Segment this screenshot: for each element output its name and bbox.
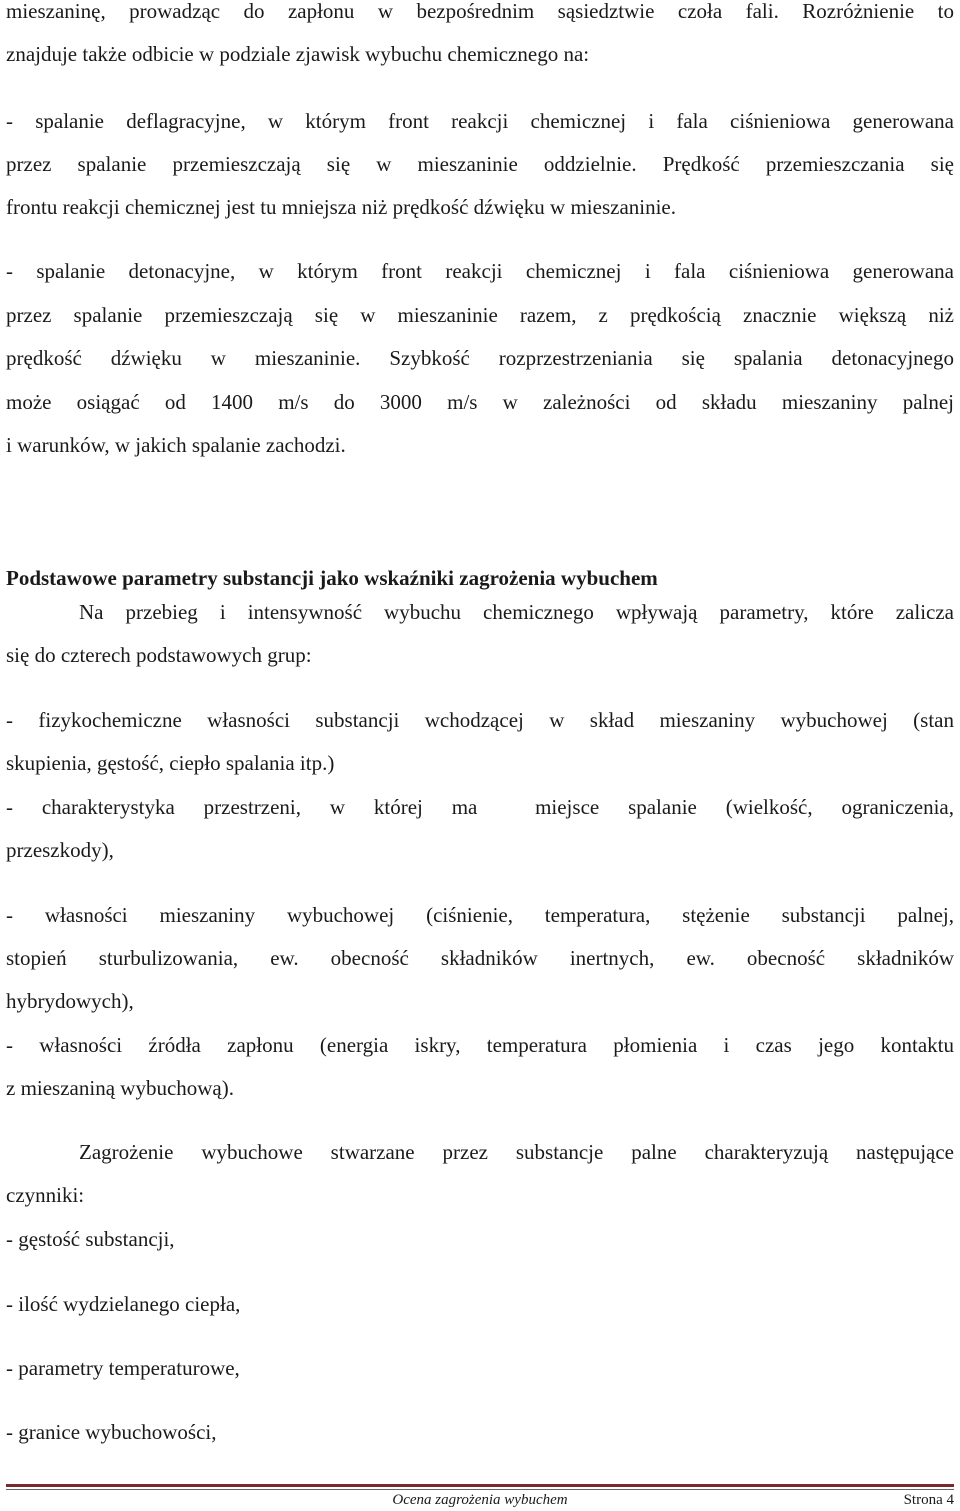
body-line: może osiągać od 1400 m/s do 3000 m/s w zależności od składu mieszaniny palnej — [6, 390, 954, 414]
body-line: hybrydowych), — [6, 989, 134, 1013]
footer-rule — [6, 1484, 954, 1487]
list-item: - parametry temperaturowe, — [6, 1356, 240, 1380]
body-line: i warunków, w jakich spalanie zachodzi. — [6, 433, 346, 457]
body-line: przez spalanie przemieszczają się w mieszaninie oddzielnie. Prędkość przemieszczania się — [6, 152, 954, 176]
page-number: Strona 4 — [903, 1492, 954, 1508]
body-line: Na przebieg i intensywność wybuchu chemicznego wpływają parametry, które zalicza — [79, 600, 954, 624]
list-item: - charakterystyka przestrzeni, w której ma miejsce spalanie (wielkość, ograniczenia, — [6, 795, 954, 819]
body-line: z mieszaniną wybuchową). — [6, 1076, 234, 1100]
body-line: się do czterech podstawowych grup: — [6, 643, 312, 667]
list-item: - fizykochemiczne własności substancji wchodzącej w skład mieszaniny wybuchowej (stan — [6, 708, 954, 732]
body-line: frontu reakcji chemicznej jest tu mniejsza niż prędkość dźwięku w mieszaninie. — [6, 195, 677, 219]
list-item: - własności mieszaniny wybuchowej (ciśnienie, temperatura, stężenie substancji palnej, — [6, 903, 954, 927]
footer-rule-thin — [6, 1489, 954, 1490]
body-line: Zagrożenie wybuchowe stwarzane przez substancje palne charakteryzują następujące — [79, 1140, 954, 1164]
section-heading: Podstawowe parametry substancji jako wskaźniki zagrożenia wybuchem — [6, 566, 658, 590]
list-item: - gęstość substancji, — [6, 1227, 175, 1251]
footer-title: Ocena zagrożenia wybuchem — [392, 1492, 568, 1508]
page-footer — [6, 1492, 954, 1510]
list-item: - własności źródła zapłonu (energia iskry, temperatura płomienia i czas jego kontaktu — [6, 1033, 954, 1057]
list-item: - ilość wydzielanego ciepła, — [6, 1292, 241, 1316]
body-line: przeszkody), — [6, 838, 114, 862]
body-line: znajduje także odbicie w podziale zjawisk wybuchu chemicznego na: — [6, 42, 590, 66]
body-line: - spalanie detonacyjne, w którym front reakcji chemicznej i fala ciśnieniowa generowana — [6, 259, 954, 283]
body-line: mieszaninę, prowadząc do zapłonu w bezpośrednim sąsiedztwie czoła fali. Rozróżnienie to — [6, 0, 954, 23]
body-line: przez spalanie przemieszczają się w mieszaninie razem, z prędkością znacznie większą niż — [6, 303, 954, 327]
body-line: prędkość dźwięku w mieszaninie. Szybkość rozprzestrzeniania się spalania detonacyjnego — [6, 346, 954, 370]
list-item: - granice wybuchowości, — [6, 1420, 217, 1444]
body-line: - spalanie deflagracyjne, w którym front reakcji chemicznej i fala ciśnieniowa generowana — [6, 109, 954, 133]
body-line: stopień sturbulizowania, ew. obecność składników inertnych, ew. obecność składników — [6, 946, 954, 970]
body-line: czynniki: — [6, 1183, 85, 1207]
body-line: skupienia, gęstość, ciepło spalania itp.) — [6, 751, 335, 775]
